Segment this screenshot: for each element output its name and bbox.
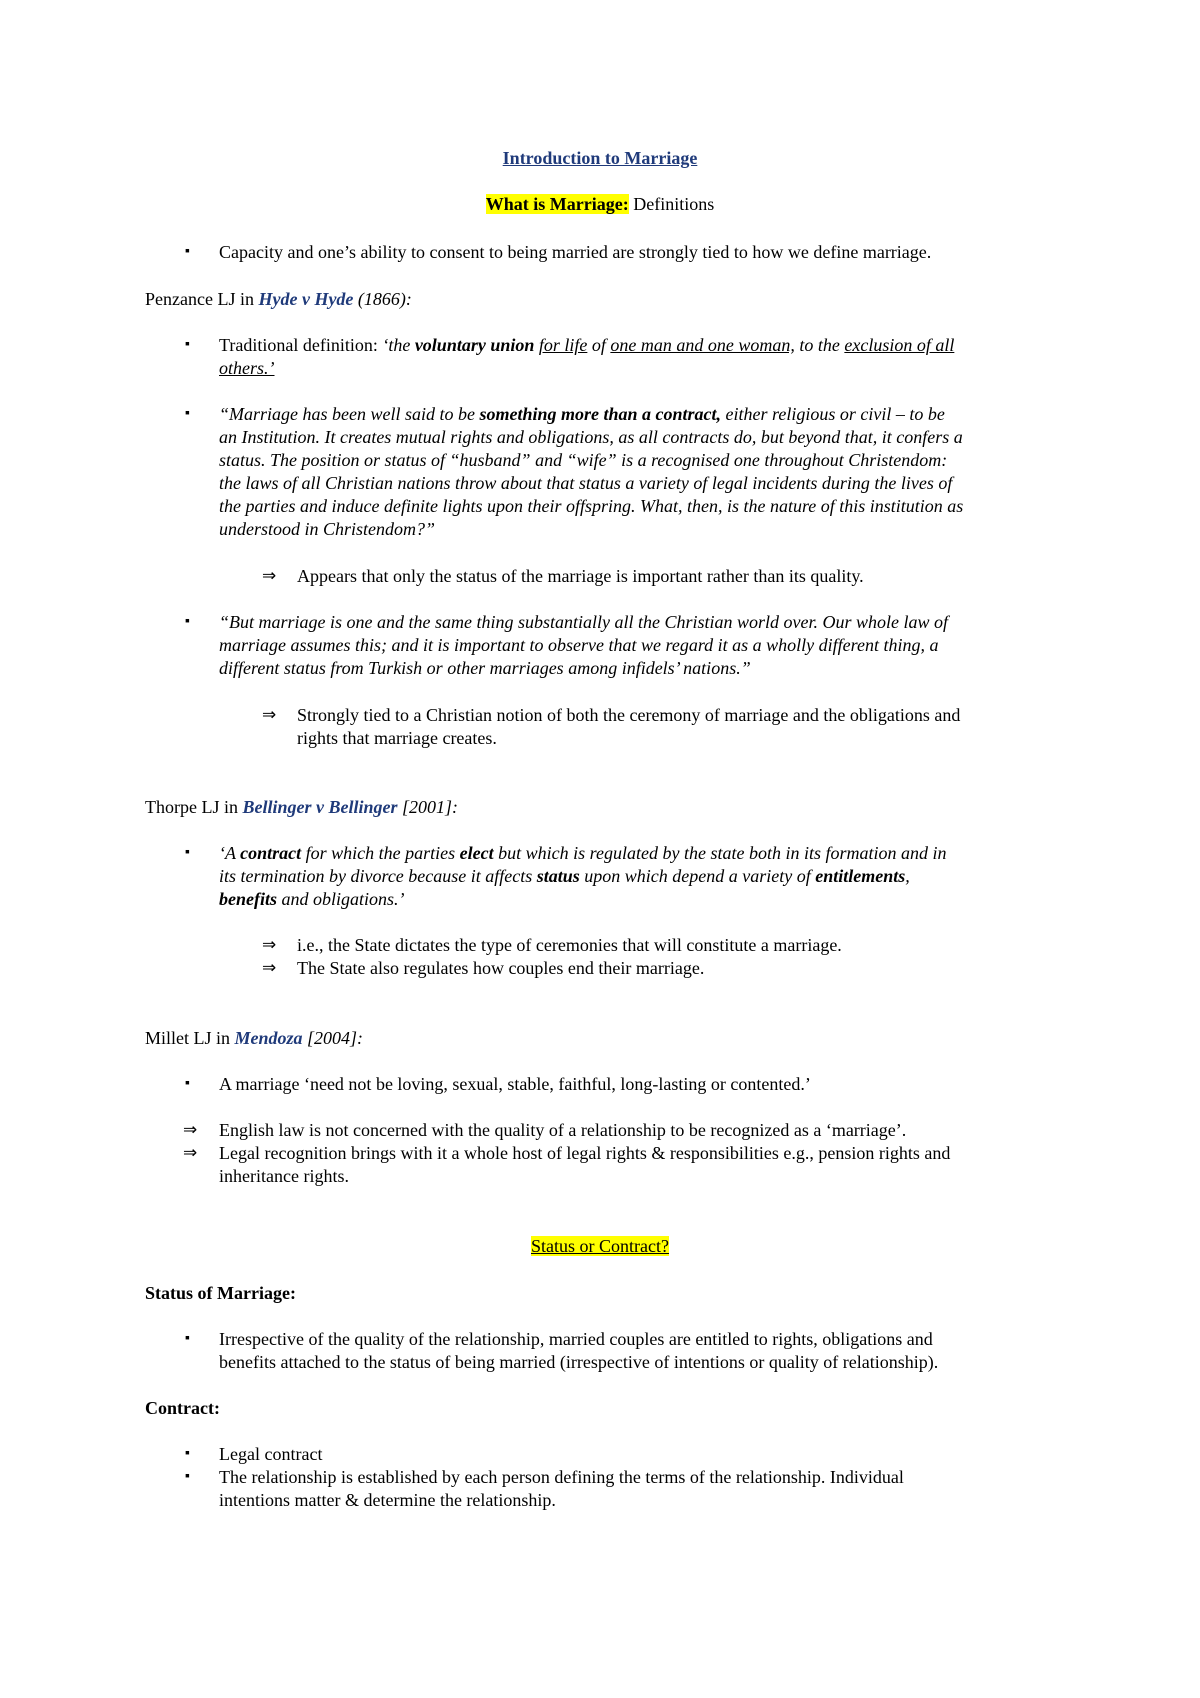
bullet-icon: ▪: [185, 244, 190, 259]
arrow-icon: ⇒: [262, 566, 277, 586]
bq-c: but which is regulated by the state both in its formation and in: [493, 843, 947, 863]
mendoza-arrow-2-line-2: inheritance rights.: [219, 1166, 349, 1186]
bullet-icon: ▪: [185, 845, 190, 860]
bullet-icon: ▪: [185, 1446, 190, 1461]
hyde-arrow-2-line-1: Strongly tied to a Christian notion of both the ceremony of marriage and the obligations and: [297, 705, 961, 725]
intro-bullet: Capacity and one’s ability to consent to being married are strongly tied to how we define marriage.: [219, 242, 932, 262]
hyde-definition-line-2: [219, 356, 275, 380]
def-others: others.’: [219, 358, 275, 378]
subtitle-rest: Definitions: [628, 194, 715, 214]
hyde-quote1-line-4: the laws of all Christian nations throw about that status a variety of legal incidents during the lives of: [219, 473, 953, 493]
mendoza-arrow-2-line-1: Legal recognition brings with it a whole host of legal rights & responsibilities e.g., pension rights and: [219, 1143, 951, 1163]
bq-b: for which the parties: [301, 843, 460, 863]
contract-bullet-2-line-2: intentions matter & determine the relationship.: [219, 1490, 556, 1510]
bullet-icon: ▪: [185, 1469, 190, 1484]
bellinger-case-name: Bellinger v Bellinger: [242, 797, 398, 817]
hyde-case-name: Hyde v Hyde: [258, 289, 354, 309]
bullet-icon: ▪: [185, 406, 190, 421]
hyde-quote1-line-3: status. The position or status of “husband” and “wife” is a recognised one throughout Christendom:: [219, 450, 948, 470]
bq-l2a: its termination by divorce because it affects: [219, 866, 537, 886]
arrow-icon: ⇒: [262, 935, 277, 955]
mendoza-bullet: A marriage ‘need not be loving, sexual, stable, faithful, long-lasting or contented.’: [219, 1074, 811, 1094]
status-bullet-line-1: Irrespective of the quality of the relationship, married couples are entitled to rights, obligations and: [219, 1329, 933, 1349]
bq-l2c: ,: [905, 866, 910, 886]
hyde-quote2-line-1: “But marriage is one and the same thing substantially all the Christian world over. Our whole law of: [219, 612, 949, 632]
mendoza-heading: [145, 1026, 363, 1050]
mendoza-case-name: Mendoza: [234, 1028, 303, 1048]
bq-l3: and obligations.’: [277, 889, 405, 909]
arrow-icon: ⇒: [262, 958, 277, 978]
contract-bullet-1: Legal contract: [219, 1444, 323, 1464]
title-text: Introduction to Marriage: [502, 148, 698, 168]
section-heading: [0, 1234, 1200, 1258]
def-voluntary-union: voluntary union: [414, 335, 535, 355]
def-of: of: [587, 335, 611, 355]
page-title: [0, 146, 1200, 170]
bellinger-heading: [145, 795, 458, 819]
hyde-quote2-line-3: different status from Turkish or other marriages among infidels’ nations.”: [219, 658, 751, 678]
def-for-life: for life: [538, 335, 588, 355]
arrow-icon: ⇒: [183, 1143, 198, 1163]
hyde-arrow-1: Appears that only the status of the marriage is important rather than its quality.: [297, 566, 864, 586]
hyde-heading: [145, 287, 412, 311]
mendoza-arrow-1: English law is not concerned with the quality of a relationship to be recognized as a ‘marriage’.: [219, 1120, 907, 1140]
hyde-quote1-line-2: an Institution. It creates mutual rights and obligations, as all contracts do, but beyond that, it confers a: [219, 427, 963, 447]
subtitle: [0, 192, 1200, 216]
quote1-bold: something more than a contract,: [479, 404, 722, 424]
def-lead: Traditional definition:: [219, 335, 383, 355]
def-quote-open: ‘the: [382, 335, 415, 355]
bellinger-quote-line-3: [219, 887, 405, 911]
subtitle-highlight: What is Marriage:: [485, 194, 629, 214]
hyde-quote1-line-6: understood in Christendom?”: [219, 519, 436, 539]
hyde-quote2-line-2: marriage assumes this; and it is important to observe that we regard it as a wholly different thing, a: [219, 635, 939, 655]
bq-contract: contract: [240, 843, 302, 863]
bullet-icon: ▪: [185, 614, 190, 629]
section-heading-text: Status or Contract?: [531, 1236, 669, 1256]
contract-heading: Contract:: [145, 1398, 220, 1418]
hyde-quote1-line-1: [219, 402, 945, 426]
def-to-the: to the: [794, 335, 845, 355]
hyde-definition-line-1: [219, 333, 954, 357]
bq-elect: elect: [459, 843, 494, 863]
hyde-quote1-line-5: the parties and induce definite lights upon their offspring. What, then, is the nature of this institution as: [219, 496, 964, 516]
bq-status: status: [536, 866, 580, 886]
def-one-man: one man and one woman,: [610, 335, 795, 355]
hyde-year: (1866):: [353, 289, 412, 309]
bq-a: ‘A: [219, 843, 241, 863]
bellinger-intro: Thorpe LJ in: [145, 797, 243, 817]
bq-benefits: benefits: [219, 889, 277, 909]
quote1-part-c: either religious or civil – to be: [721, 404, 945, 424]
def-exclusion: exclusion of all: [844, 335, 955, 355]
bq-entitlements: entitlements: [815, 866, 906, 886]
bellinger-quote-line-1: [219, 841, 946, 865]
contract-bullet-2-line-1: The relationship is established by each person defining the terms of the relationship. Individual: [219, 1467, 904, 1487]
bellinger-year: [2001]:: [397, 797, 458, 817]
mendoza-intro: Millet LJ in: [145, 1028, 235, 1048]
hyde-intro: Penzance LJ in: [145, 289, 259, 309]
bellinger-quote-line-2: [219, 864, 910, 888]
mendoza-year: [2004]:: [302, 1028, 364, 1048]
bellinger-arrow-1: i.e., the State dictates the type of ceremonies that will constitute a marriage.: [297, 935, 842, 955]
bq-l2b: upon which depend a variety of: [579, 866, 816, 886]
arrow-icon: ⇒: [262, 705, 277, 725]
hyde-arrow-2-line-2: rights that marriage creates.: [297, 728, 497, 748]
arrow-icon: ⇒: [183, 1120, 198, 1140]
status-heading: Status of Marriage:: [145, 1283, 296, 1303]
bullet-icon: ▪: [185, 1331, 190, 1346]
bullet-icon: ▪: [185, 337, 190, 352]
bullet-icon: ▪: [185, 1076, 190, 1091]
status-bullet-line-2: benefits attached to the status of being married (irrespective of intentions or quality of relationship).: [219, 1352, 939, 1372]
bellinger-arrow-2: The State also regulates how couples end their marriage.: [297, 958, 705, 978]
quote1-part-a: “Marriage has been well said to be: [219, 404, 480, 424]
